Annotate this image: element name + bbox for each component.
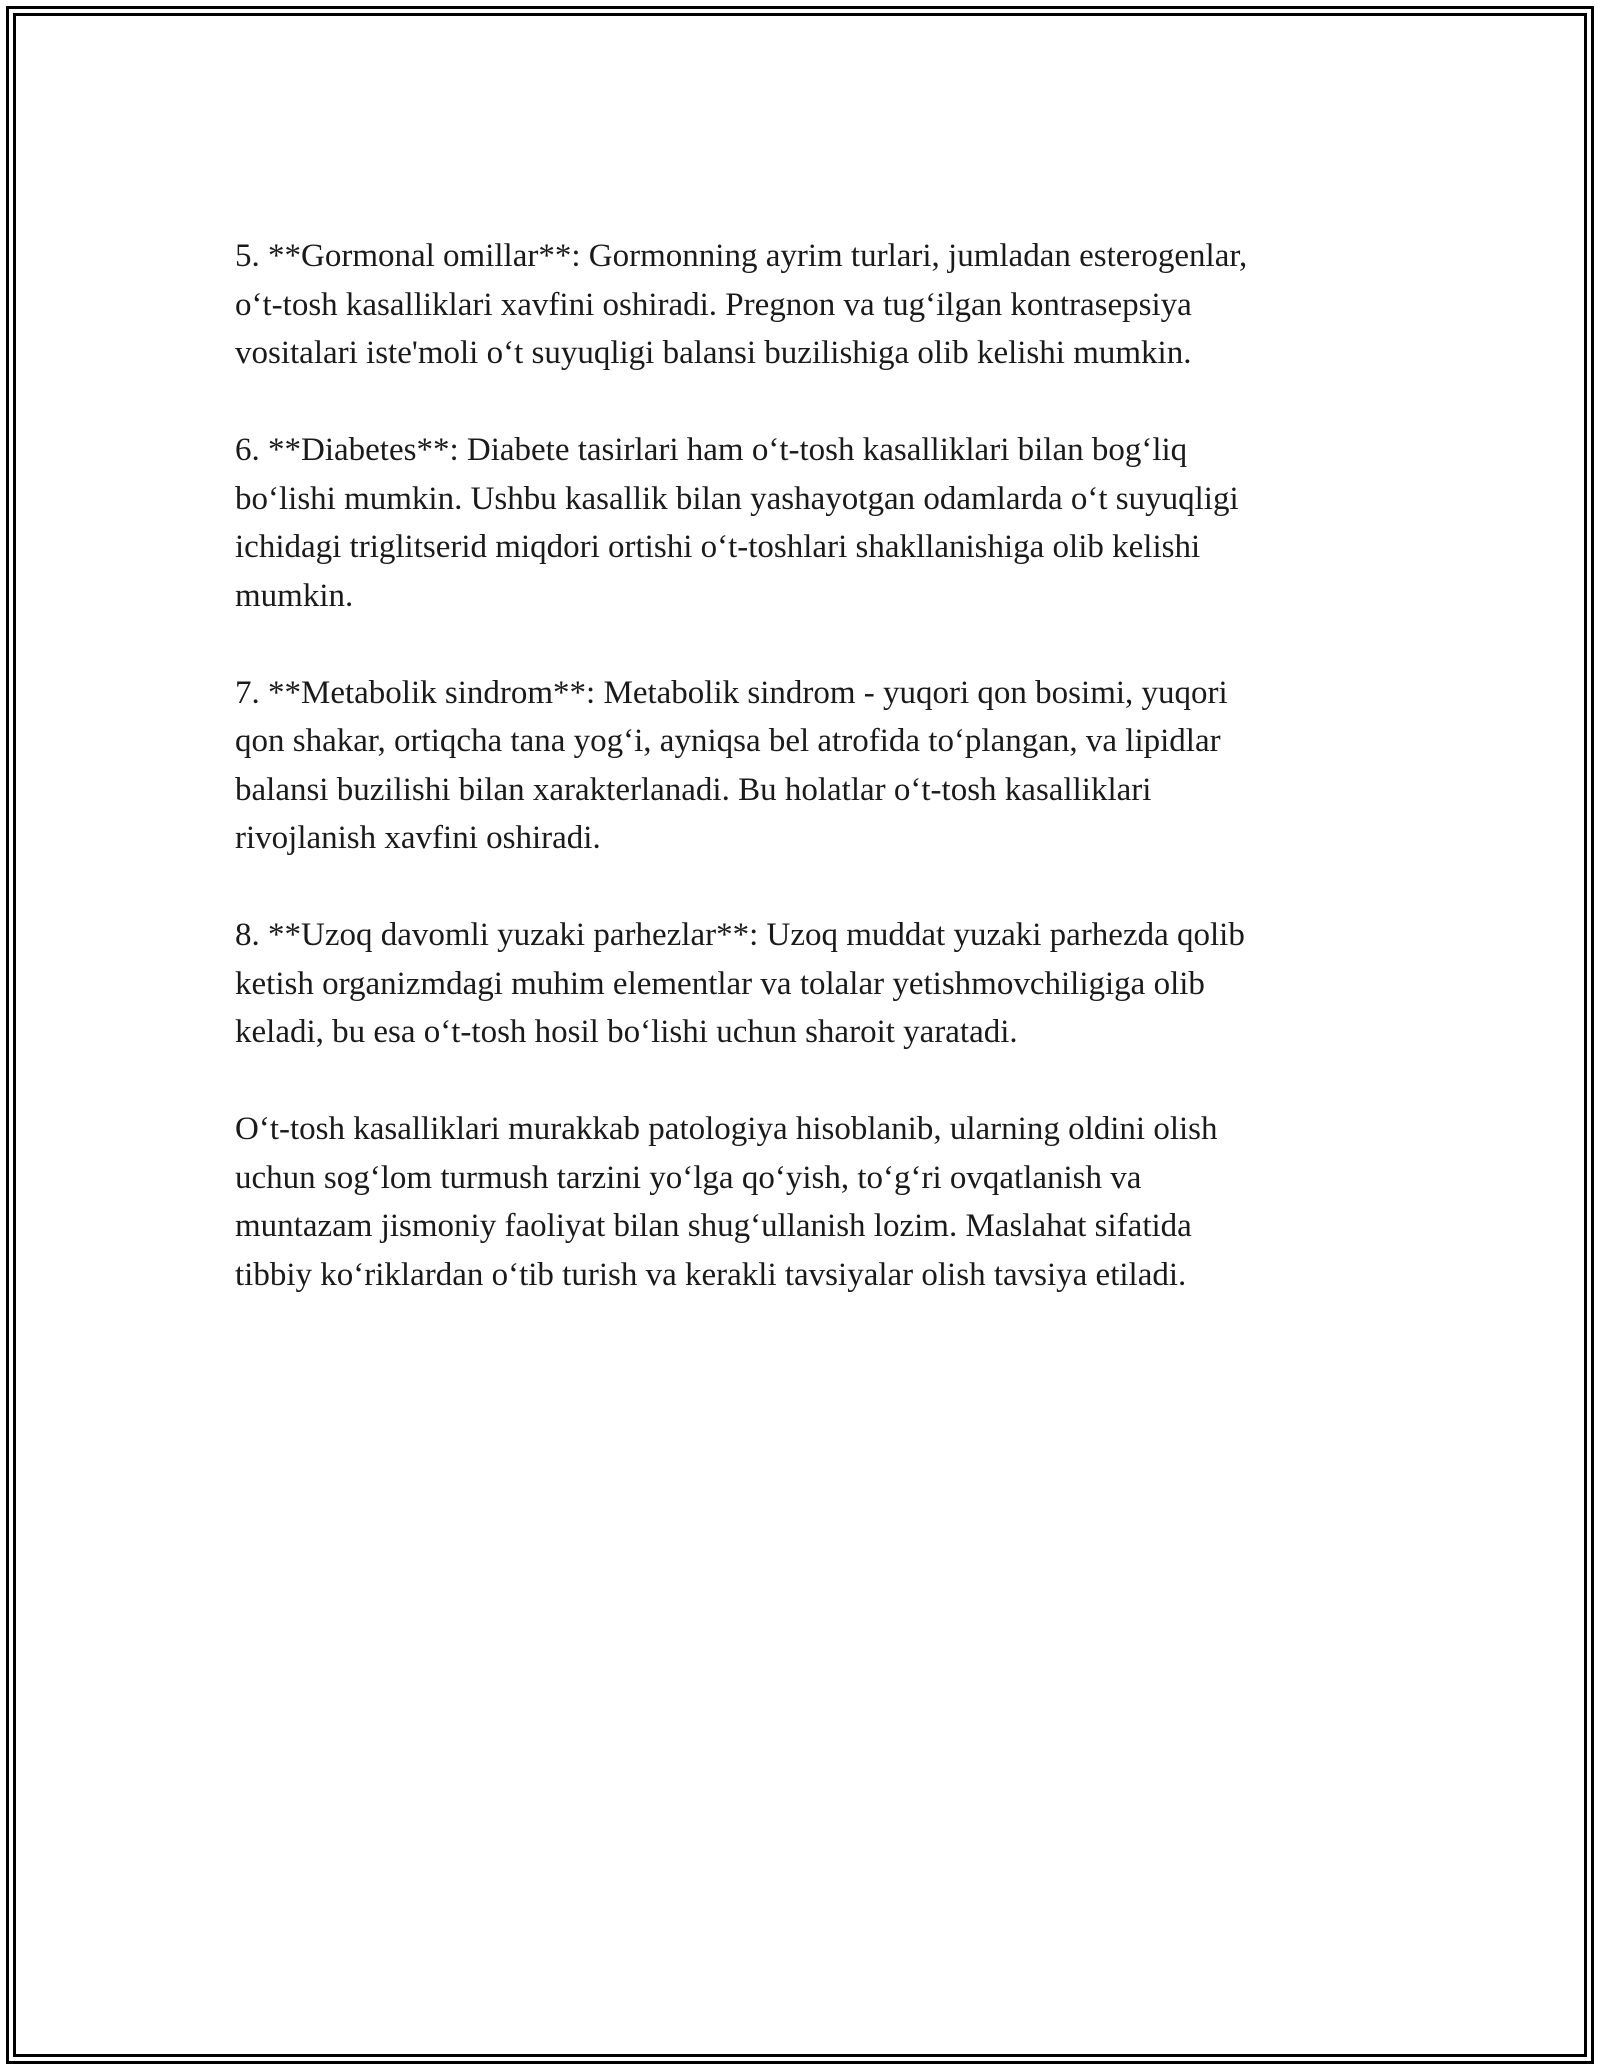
text-line: qon shakar, ortiqcha tana yog‘i, ayniqsa bel atrofida to‘plangan, va lipidlar <box>235 723 1221 759</box>
paragraph-conclusion <box>235 1105 1375 1299</box>
paragraph-uzoq-parhezlar <box>235 911 1375 1057</box>
text-line: bo‘lishi mumkin. Ushbu kasallik bilan yashayotgan odamlarda o‘t suyuqligi <box>235 480 1239 517</box>
text-line: 6. **Diabetes**: Diabete tasirlari ham o‘t-tosh kasalliklari bilan bog‘liq <box>235 432 1188 468</box>
paragraph-metabolik-sindrom <box>235 669 1375 863</box>
text-line: balansi buzilishi bilan xarakterlanadi. Bu holatlar o‘t-tosh kasalliklari <box>235 771 1152 808</box>
text-line: 5. **Gormonal omillar**: Gormonning ayrim turlari, jumladan esterogenlar, <box>235 238 1248 274</box>
text-line: 7. **Metabolik sindrom**: Metabolik sindrom - yuqori qon bosimi, yuqori <box>235 674 1228 711</box>
text-line: 8. **Uzoq davomli yuzaki parhezlar**: Uzoq muddat yuzaki parhezda qolib <box>235 917 1245 953</box>
text-line: muntazam jismoniy faoliyat bilan shug‘ullanish lozim. Maslahat sifatida <box>235 1208 1192 1244</box>
text-line: O‘t-tosh kasalliklari murakkab patologiya hisoblanib, ularning oldini olish <box>235 1111 1218 1147</box>
text-line: vositalari iste'moli o‘t suyuqligi balansi buzilishiga olib kelishi mumkin. <box>235 335 1192 371</box>
text-line: tibbiy ko‘riklardan o‘tib turish va kerakli tavsiyalar olish tavsiya etiladi. <box>235 1256 1187 1293</box>
text-line: uchun sog‘lom turmush tarzini yo‘lga qo‘yish, to‘g‘ri ovqatlanish va <box>235 1159 1142 1196</box>
paragraph-diabetes <box>235 426 1375 620</box>
text-line: rivojlanish xavfini oshiradi. <box>235 820 601 856</box>
document-body <box>235 232 1375 1348</box>
text-line: mumkin. <box>235 577 354 614</box>
paragraph-gormonal-omillar <box>235 232 1375 378</box>
text-line: ichidagi triglitserid miqdori ortishi o‘t-toshlari shakllanishiga olib kelishi <box>235 529 1201 565</box>
text-line: o‘t-tosh kasalliklari xavfini oshiradi. Pregnon va tug‘ilgan kontrasepsiya <box>235 286 1192 323</box>
text-line: ketish organizmdagi muhim elementlar va tolalar yetishmovchiligiga olib <box>235 965 1205 1002</box>
text-line: keladi, bu esa o‘t-tosh hosil bo‘lishi uchun sharoit yaratadi. <box>235 1014 1018 1050</box>
